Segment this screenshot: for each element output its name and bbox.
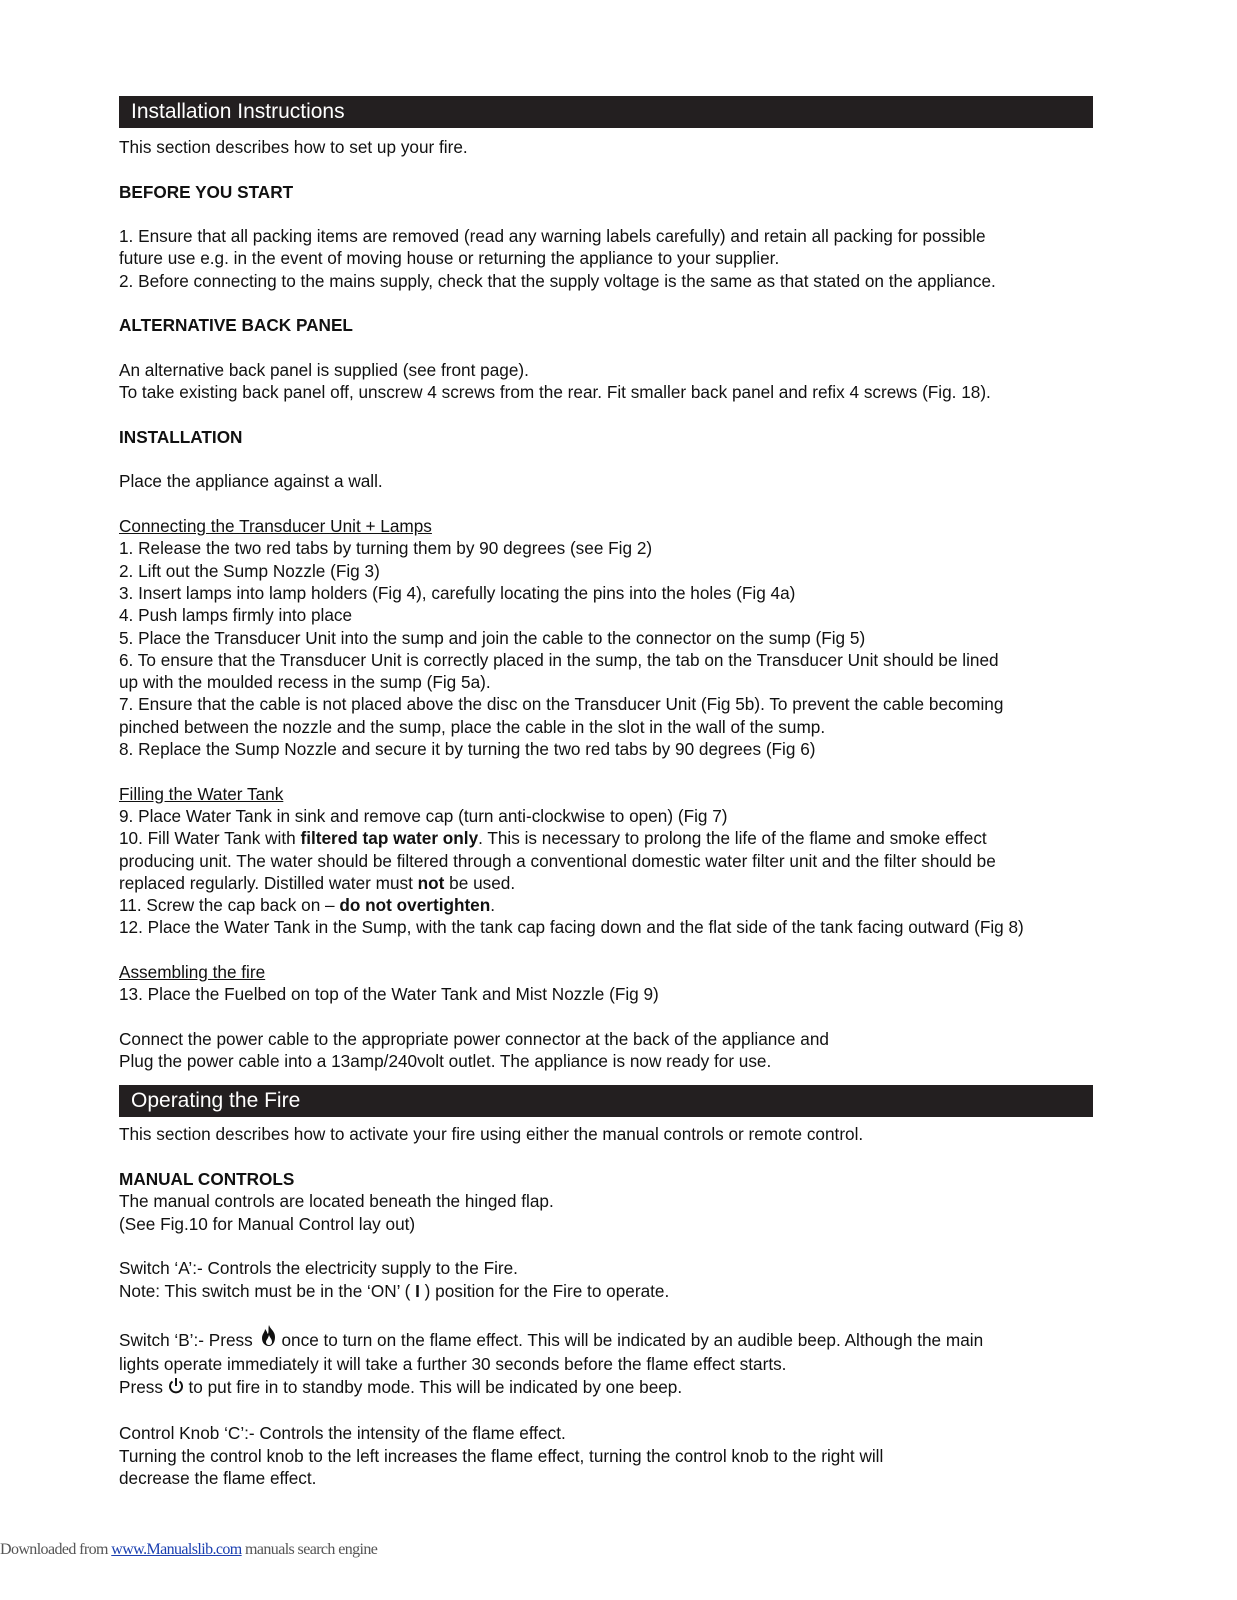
switch-a-line-1: Switch ‘A’:- Controls the electricity supply to the Fire.: [119, 1258, 518, 1279]
operating-intro: This section describes how to activate your fire using either the manual controls or remote control.: [119, 1124, 864, 1145]
switch-b-line-2: lights operate immediately it will take a further 30 seconds before the flame effect starts.: [119, 1354, 787, 1375]
manual-page: [119, 96, 1093, 1489]
step-4: 4. Push lamps firmly into place: [119, 605, 353, 626]
step-10c: replaced regularly. Distilled water must not be used.: [119, 872, 516, 893]
installation-heading-bar: [119, 96, 1093, 128]
switch-b-line-3: Press to put fire in to standby mode. This will be indicated by one beep.: [119, 1376, 1093, 1400]
step-6b: up with the moulded recess in the sump (Fig 5a).: [119, 672, 491, 693]
connect-line-2: Plug the power cable into a 13amp/240volt outlet. The appliance is now ready for use.: [119, 1051, 772, 1072]
switch-b-line-1: Switch ‘B’:- Press once to turn on the flame effect. This will be indicated by an audible beep. Although the main: [119, 1324, 1093, 1353]
power-icon: [168, 1377, 184, 1400]
before-heading: BEFORE YOU START: [119, 181, 294, 202]
operating-heading-bar: [119, 1085, 1093, 1117]
manual-line-1: The manual controls are located beneath the hinged flap.: [119, 1191, 554, 1212]
step-10a: 10. Fill Water Tank with filtered tap water only. This is necessary to prolong the life of the flame and smoke effect: [119, 828, 987, 849]
step-3: 3. Insert lamps into lamp holders (Fig 4), carefully locating the pins into the holes (Fig 4a): [119, 582, 796, 603]
before-item-1b: future use e.g. in the event of moving house or returning the appliance to your supplier.: [119, 248, 780, 269]
assembling-heading: Assembling the fire: [119, 961, 266, 982]
step-7b: pinched between the nozzle and the sump, place the cable in the slot in the wall of the sump.: [119, 716, 826, 737]
alt-panel-line-2: To take existing back panel off, unscrew 4 screws from the rear. Fit smaller back panel and refix 4 screws (Fig. 18).: [119, 382, 991, 403]
step-6a: 6. To ensure that the Transducer Unit is correctly placed in the sump, the tab on the Transducer Unit should be lined: [119, 649, 999, 670]
knob-line-2: Turning the control knob to the left increases the flame effect, turning the control knob to the right will: [119, 1445, 884, 1466]
manual-controls-heading: MANUAL CONTROLS: [119, 1169, 295, 1190]
filling-heading: Filling the Water Tank: [119, 783, 284, 804]
step-7a: 7. Ensure that the cable is not placed above the disc on the Transducer Unit (Fig 5b). To prevent the cable becoming: [119, 694, 1004, 715]
step-9: 9. Place Water Tank in sink and remove cap (turn anti-clockwise to open) (Fig 7): [119, 805, 728, 826]
connect-line-1: Connect the power cable to the appropriate power connector at the back of the appliance and: [119, 1028, 829, 1049]
do-not-overtighten-emphasis: do not overtighten: [339, 895, 491, 916]
knob-line-3: decrease the flame effect.: [119, 1467, 317, 1488]
operating-heading: Operating the Fire: [131, 1089, 301, 1113]
step-13: 13. Place the Fuelbed on top of the Water Tank and Mist Nozzle (Fig 9): [119, 984, 659, 1005]
alt-panel-line-1: An alternative back panel is supplied (see front page).: [119, 359, 529, 380]
before-item-1a: 1. Ensure that all packing items are removed (read any warning labels carefully) and retain all packing for possible: [119, 226, 986, 247]
switch-a-line-2: Note: This switch must be in the ‘ON’ ( I ) position for the Fire to operate.: [119, 1280, 670, 1301]
alt-panel-heading: ALTERNATIVE BACK PANEL: [119, 315, 353, 336]
step-2: 2. Lift out the Sump Nozzle (Fig 3): [119, 560, 380, 581]
step-1: 1. Release the two red tabs by turning them by 90 degrees (see Fig 2): [119, 538, 653, 559]
download-footer: Downloaded from www.Manualslib.com manuals search engine: [0, 1541, 378, 1558]
step-8: 8. Replace the Sump Nozzle and secure it by turning the two red tabs by 90 degrees (Fig 6): [119, 739, 816, 760]
flame-icon: [257, 1324, 281, 1353]
installation-line-1: Place the appliance against a wall.: [119, 471, 383, 492]
on-symbol: I: [415, 1280, 420, 1301]
filtered-water-emphasis: filtered tap water only: [300, 828, 479, 849]
step-12: 12. Place the Water Tank in the Sump, with the tank cap facing down and the flat side of the tank facing outward (Fig 8): [119, 917, 1024, 938]
before-item-2: 2. Before connecting to the mains supply, check that the supply voltage is the same as that stated on the appliance.: [119, 270, 996, 291]
transducer-heading: Connecting the Transducer Unit + Lamps: [119, 516, 432, 537]
step-11: 11. Screw the cap back on – do not overtighten.: [119, 895, 496, 916]
manualslib-link[interactable]: www.Manualslib.com: [111, 1541, 242, 1558]
installation-heading: Installation Instructions: [131, 100, 345, 123]
manual-line-2: (See Fig.10 for Manual Control lay out): [119, 1213, 416, 1234]
installation-subheading: INSTALLATION: [119, 426, 243, 447]
step-10b: producing unit. The water should be filtered through a conventional domestic water filter unit and the filter should be: [119, 850, 996, 871]
step-5: 5. Place the Transducer Unit into the sump and join the cable to the connector on the sump (Fig 5): [119, 627, 866, 648]
installation-intro: This section describes how to set up your fire.: [119, 137, 468, 157]
knob-line-1: Control Knob ‘C’:- Controls the intensity of the flame effect.: [119, 1423, 566, 1444]
not-emphasis: not: [417, 872, 445, 893]
